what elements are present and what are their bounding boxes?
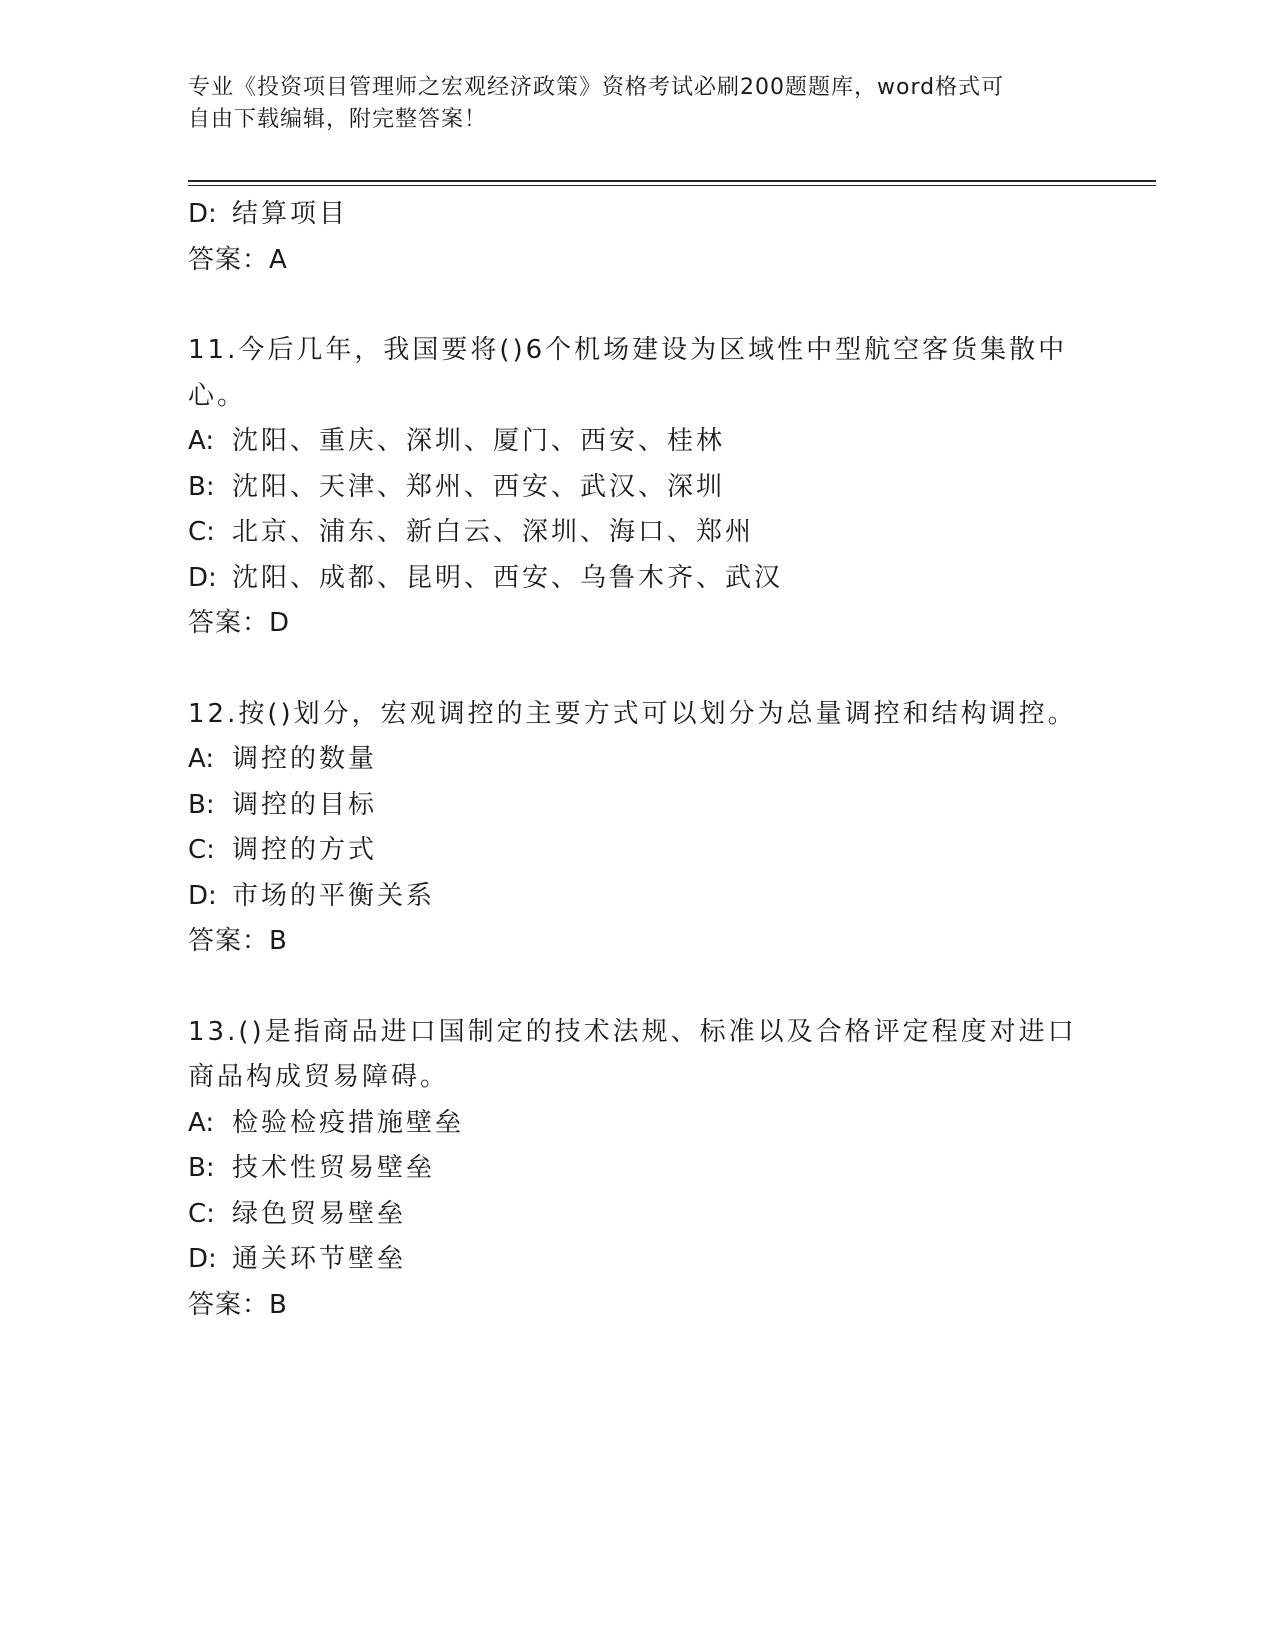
option-letter: B: (188, 789, 215, 820)
option-item (188, 556, 1088, 602)
answer-line: 答案：B (188, 1289, 288, 1320)
option-text: 市场的平衡关系 (232, 880, 436, 911)
option-item (188, 1101, 1088, 1147)
header-line-2: 自由下载编辑，附完整答案！ (188, 107, 488, 132)
option-text: 结算项目 (232, 199, 349, 229)
option-item (188, 1237, 1088, 1283)
option-item (188, 192, 1088, 238)
option-text: 调控的目标 (232, 789, 378, 820)
header-divider-thick (188, 180, 1156, 182)
option-letter: C: (188, 835, 215, 865)
option-text: 沈阳、重庆、深圳、厦门、西安、桂林 (232, 426, 726, 456)
option-letter: C: (188, 1198, 215, 1229)
question-stem-continuation: 心。 (188, 380, 247, 411)
option-item (188, 783, 1088, 829)
option-text: 北京、浦东、新白云、深圳、海口、郑州 (232, 517, 755, 547)
question-stem: 12.按()划分，宏观调控的主要方式可以划分为总量调控和结构调控。 (188, 698, 1077, 729)
option-letter: D: (188, 199, 217, 229)
answer-line: 答案：B (188, 926, 288, 956)
option-item (188, 465, 1088, 511)
header-line-1: 专业《投资项目管理师之宏观经济政策》资格考试必刷200题题库，word格式可 (188, 75, 1005, 100)
question-block-11 (188, 328, 1088, 647)
answer-line: 答案：A (188, 244, 288, 275)
option-letter: A: (188, 744, 215, 774)
question-stem: 13.()是指商品进口国制定的技术法规、标准以及合格评定程度对进口 (188, 1016, 1077, 1047)
option-letter: B: (188, 1153, 215, 1183)
option-text: 调控的数量 (232, 744, 378, 774)
option-item (188, 510, 1088, 556)
option-text: 技术性贸易壁垒 (232, 1153, 436, 1183)
answer-line: 答案：D (188, 608, 291, 638)
question-stem: 11.今后几年，我国要将()6个机场建设为区域性中型航空客货集散中 (188, 335, 1068, 365)
option-item (188, 737, 1088, 783)
option-text: 调控的方式 (232, 835, 378, 865)
option-letter: D: (188, 1244, 217, 1274)
header-divider-thin (188, 185, 1156, 186)
question-stem-continuation: 商品构成贸易障碍。 (188, 1062, 450, 1092)
option-text: 绿色贸易壁垒 (232, 1198, 407, 1229)
option-text: 通关环节壁垒 (232, 1244, 407, 1274)
option-letter: B: (188, 471, 215, 502)
option-letter: C: (188, 517, 215, 547)
option-text: 沈阳、天津、郑州、西安、武汉、深圳 (232, 471, 726, 502)
page-header (188, 72, 1068, 136)
option-letter: A: (188, 1107, 215, 1138)
option-letter: A: (188, 426, 215, 456)
option-letter: D: (188, 562, 217, 593)
option-item (188, 1146, 1088, 1192)
option-text: 检验检疫措施壁垒 (232, 1107, 465, 1138)
option-item (188, 874, 1088, 920)
question-content (188, 192, 1088, 1328)
carryover-block (188, 192, 1088, 283)
option-item (188, 419, 1088, 465)
option-text: 沈阳、成都、昆明、西安、乌鲁木齐、武汉 (232, 562, 784, 593)
question-block-12 (188, 692, 1088, 965)
question-block-13 (188, 1010, 1088, 1329)
option-item (188, 828, 1088, 874)
option-item (188, 1192, 1088, 1238)
option-letter: D: (188, 880, 217, 911)
